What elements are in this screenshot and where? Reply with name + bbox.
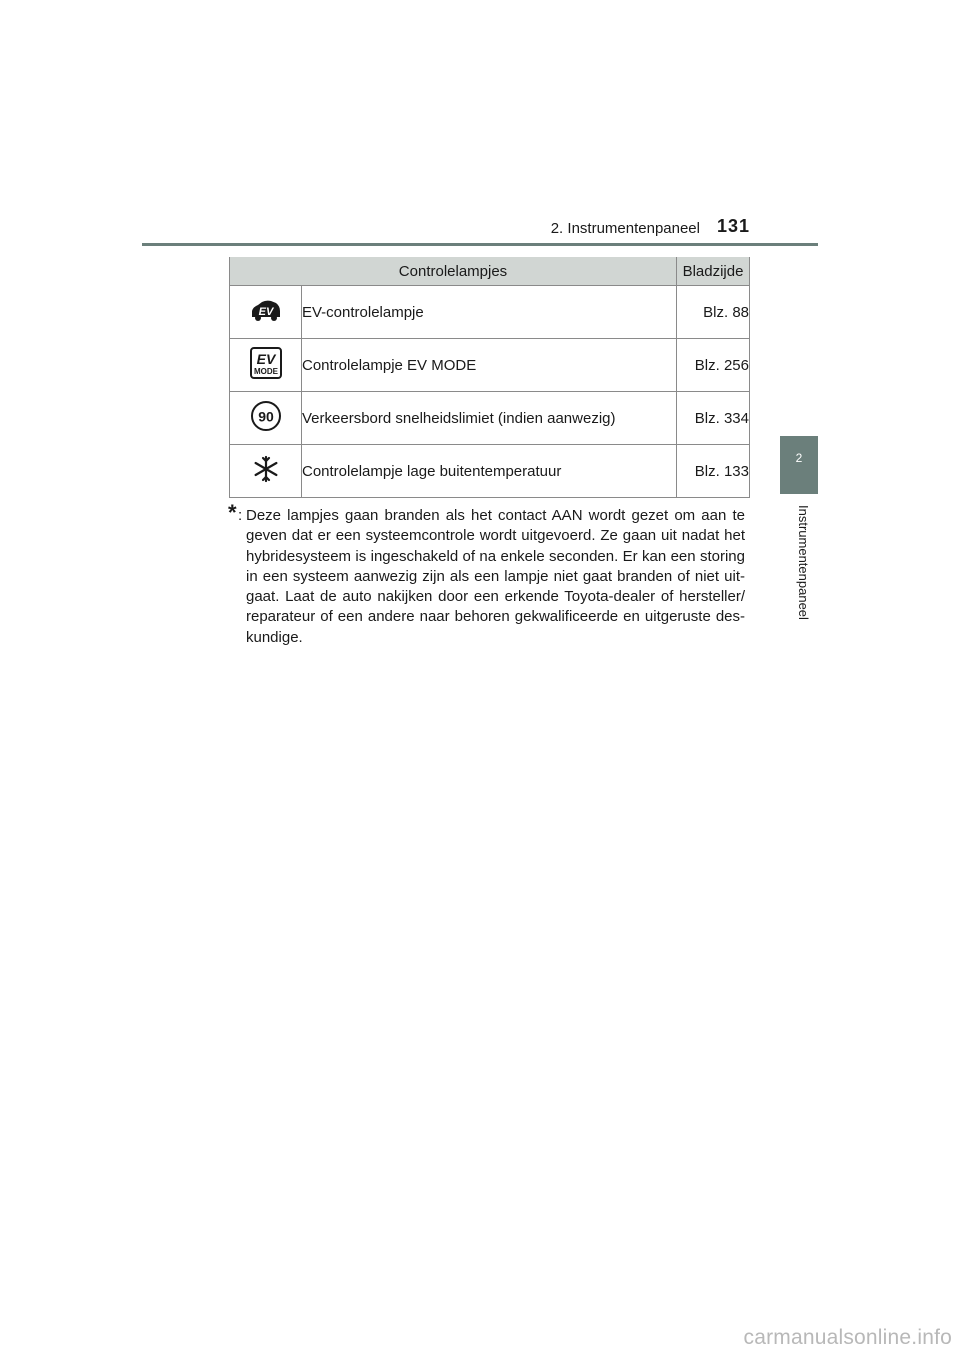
watermark: carmanualsonline.info: [743, 1326, 952, 1349]
footnote-line: geven dat er een systeemcontrole wordt uitgevoerd. Ze gaan uit nadat het: [246, 527, 745, 545]
svg-text:MODE: MODE: [253, 367, 278, 376]
chapter-tab[interactable]: [780, 436, 818, 494]
page-reference[interactable]: Blz. 334: [677, 392, 750, 445]
table-row: [230, 445, 750, 498]
section-header: 2. Instrumentenpaneel: [550, 220, 700, 237]
page-reference[interactable]: Blz. 133: [677, 445, 750, 498]
svg-text:EV: EV: [256, 351, 275, 367]
lamp-description: EV-controlelampje: [302, 286, 677, 339]
header-divider: [142, 243, 818, 246]
footnote-line: hybridesysteem is ingeschakeld of na enkele seconden. Er kan een storing: [246, 547, 745, 565]
page-number: 131: [717, 216, 751, 236]
chapter-number: 2: [795, 451, 803, 465]
page-reference[interactable]: Blz. 256: [677, 339, 750, 392]
table-row: [230, 392, 750, 445]
ev-indicator-icon: [249, 298, 283, 326]
footnote-line: kundige.: [246, 628, 303, 646]
footnote-asterisk: *: [228, 500, 237, 525]
svg-text:EV: EV: [258, 306, 273, 318]
chapter-label: Instrumentenpaneel: [796, 505, 811, 620]
ev-mode-indicator-icon: [249, 346, 283, 384]
table-row: [230, 286, 750, 339]
table-row: [230, 339, 750, 392]
footnote-line: reparateur of een andere naar behoren gekwalificeerde en uitgeruste des-: [246, 608, 745, 626]
footnote: [228, 500, 745, 648]
lamp-description: Controlelampje EV MODE: [302, 339, 677, 392]
footnote-line: Deze lampjes gaan branden als het contact AAN wordt gezet om aan te: [246, 507, 745, 524]
table-header-row: [230, 257, 750, 286]
svg-text:90: 90: [257, 408, 274, 425]
snowflake-icon: [252, 455, 280, 487]
speed-limit-sign-icon: [250, 400, 282, 436]
footnote-line: in een systeem aanwezig zijn als een lampje niet gaat branden of niet uit-: [246, 567, 745, 585]
indicator-table: [229, 257, 750, 498]
lamp-description: Verkeersbord snelheidslimiet (indien aanwezig): [302, 392, 677, 445]
column-header-page: Bladzijde: [677, 257, 750, 286]
page-reference[interactable]: Blz. 88: [677, 286, 750, 339]
footnote-line: gaat. Laat de auto nakijken door een erkende Toyota-dealer of hersteller/: [246, 588, 745, 606]
lamp-description: Controlelampje lage buitentemperatuur: [302, 445, 677, 498]
column-header-lamps: Controlelampjes: [230, 257, 677, 286]
footnote-colon: :: [238, 507, 243, 524]
